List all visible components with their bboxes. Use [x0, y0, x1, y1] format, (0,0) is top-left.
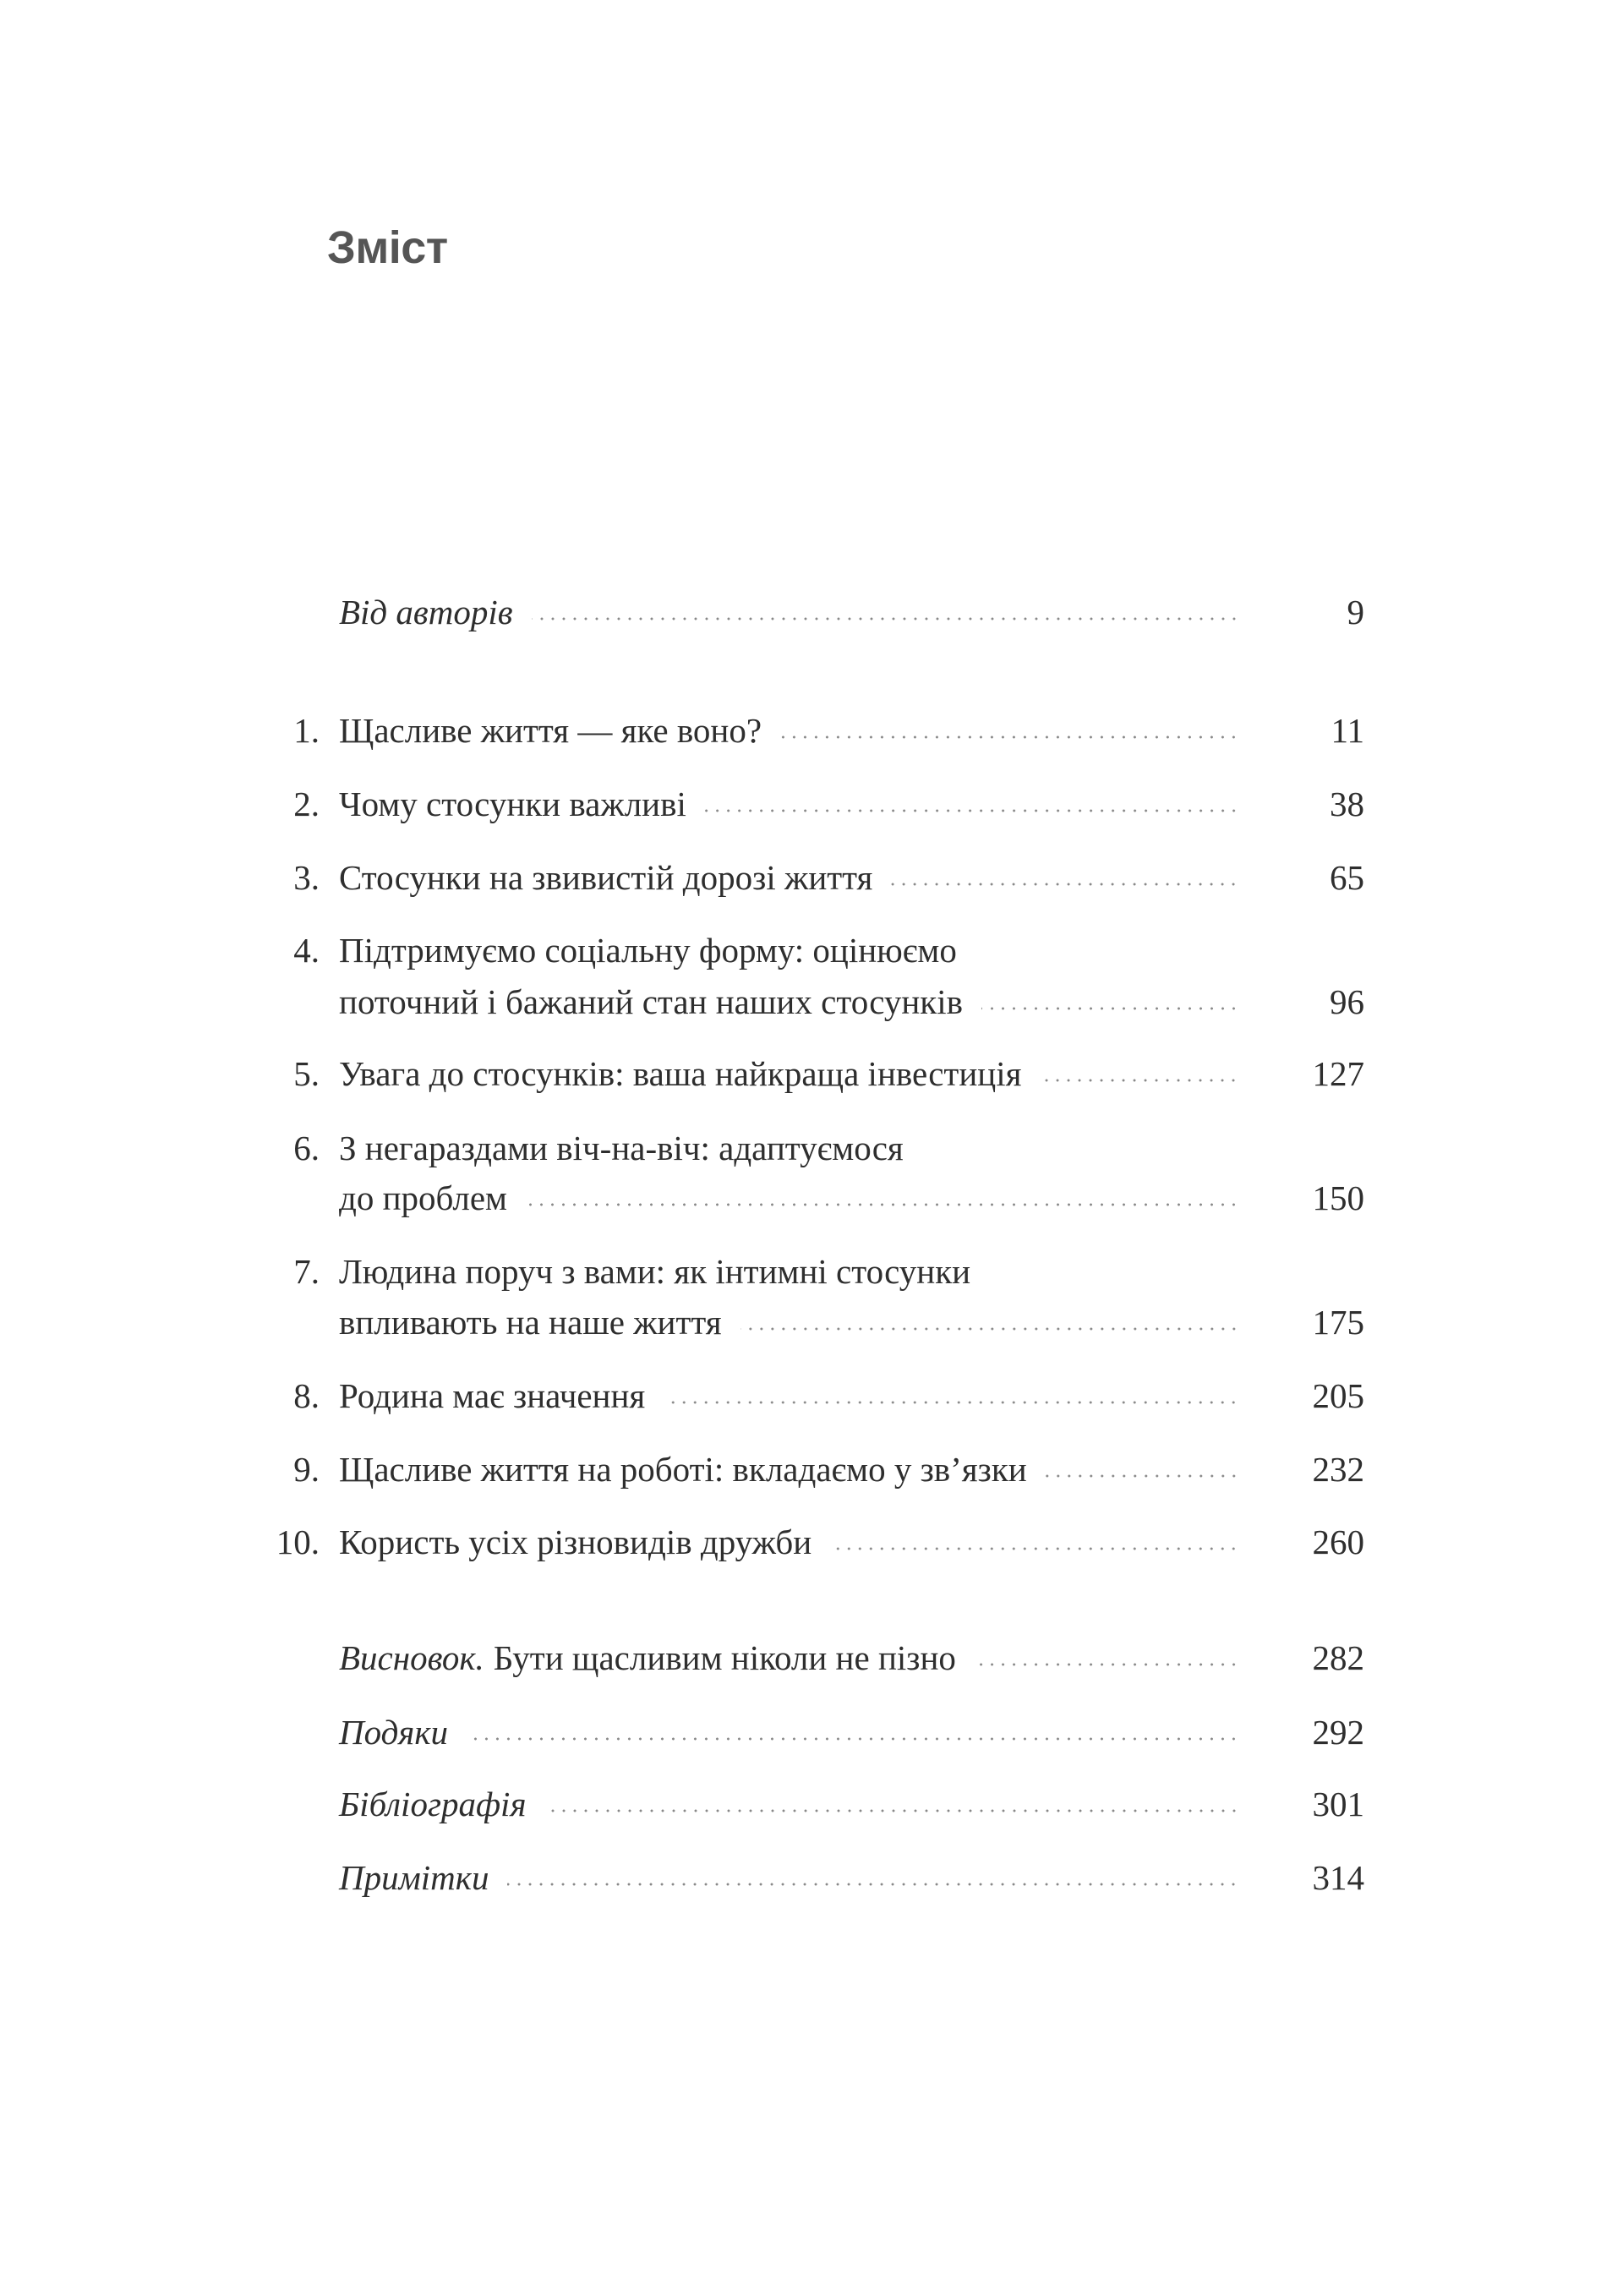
toc-entry-conclusion[interactable]: [0, 1632, 1623, 1683]
toc-entry-authors[interactable]: [0, 587, 1623, 637]
toc-entry-chapter-4-continued[interactable]: [0, 976, 1623, 1027]
chapter-number: 10.: [276, 1522, 320, 1561]
chapter-number: 1.: [293, 711, 320, 750]
dot-leader: [1040, 1048, 1239, 1099]
page-number: 11: [1331, 711, 1364, 750]
dot-leader: [526, 1173, 1239, 1223]
chapter-number: 8.: [293, 1376, 320, 1415]
toc-entry-chapter-8[interactable]: [0, 1370, 1623, 1421]
toc-entry-chapter-5[interactable]: [0, 1048, 1623, 1099]
toc-entry-chapter-7-continued[interactable]: [0, 1297, 1623, 1348]
dot-leader: [545, 1779, 1240, 1829]
page-number: 314: [1312, 1858, 1364, 1897]
dot-leader: [830, 1517, 1239, 1567]
page-number: 96: [1330, 982, 1364, 1021]
dot-leader: [740, 1297, 1239, 1348]
chapter-number: 2.: [293, 784, 320, 823]
entry-title: Користь усіх різновидів дружби: [339, 1522, 812, 1561]
page-number: 301: [1312, 1785, 1364, 1823]
entry-title: Бути щасливим ніколи не пізно: [493, 1638, 956, 1677]
chapter-number: 4.: [293, 931, 320, 970]
toc-entry-chapter-1[interactable]: [0, 705, 1623, 756]
toc-entry-chapter-2[interactable]: [0, 779, 1623, 829]
page-number: 38: [1330, 784, 1364, 823]
dot-leader: [467, 1707, 1239, 1758]
page-number: 232: [1312, 1450, 1364, 1489]
page-number: 205: [1312, 1376, 1364, 1415]
entry-title: Стосунки на звивистій дорозі життя: [339, 858, 873, 897]
chapter-number: 9.: [293, 1450, 320, 1489]
toc-entry-chapter-3[interactable]: [0, 852, 1623, 903]
toc-entry-chapter-6-continued[interactable]: [0, 1173, 1623, 1223]
dot-leader: [1046, 1444, 1239, 1495]
entry-title-line-2: до проблем: [339, 1178, 507, 1217]
toc-entry-bibliography[interactable]: [0, 1779, 1623, 1829]
page-number: 260: [1312, 1522, 1364, 1561]
chapter-number: 7.: [293, 1252, 320, 1291]
chapter-number: 3.: [293, 858, 320, 897]
chapter-number: 5.: [293, 1054, 320, 1093]
toc-entry-chapter-9[interactable]: [0, 1444, 1623, 1495]
dot-leader: [975, 1632, 1239, 1683]
toc-entry-chapter-6[interactable]: [0, 1123, 1623, 1173]
page-title: Зміст: [327, 222, 448, 273]
entry-title-line-2: поточний і бажаний стан наших стосунків: [339, 982, 963, 1021]
entry-title-line-1: З негараздами віч-на-віч: адаптуємося: [339, 1129, 904, 1167]
entry-title: Від авторів: [339, 593, 513, 631]
dot-leader: [705, 779, 1239, 829]
toc-entry-chapter-10[interactable]: [0, 1517, 1623, 1567]
entry-title: Примітки: [339, 1858, 489, 1897]
toc-entry-chapter-7[interactable]: [0, 1246, 1623, 1297]
entry-title: Увага до стосунків: ваша найкраща інвестиція: [339, 1054, 1022, 1093]
page-number: 9: [1347, 593, 1364, 631]
page-number: 150: [1312, 1178, 1364, 1217]
page-number: 175: [1312, 1303, 1364, 1342]
dot-leader: [780, 705, 1239, 756]
entry-title: Подяки: [339, 1713, 449, 1752]
chapter-number: 6.: [293, 1129, 320, 1167]
entry-title-prefix: Висновок.: [339, 1638, 484, 1677]
entry-title-line-2: впливають на наше життя: [339, 1303, 722, 1342]
page-number: 65: [1330, 858, 1364, 897]
page-number: 292: [1312, 1713, 1364, 1752]
entry-title: Щасливе життя — яке воно?: [339, 711, 762, 750]
entry-title: Чому стосунки важливі: [339, 784, 686, 823]
toc-entry-notes[interactable]: [0, 1852, 1623, 1903]
entry-title-line-1: Підтримуємо соціальну форму: оцінюємо: [339, 931, 957, 970]
page-number: 282: [1312, 1638, 1364, 1677]
dot-leader: [891, 852, 1239, 903]
entry-title: Бібліографія: [339, 1785, 527, 1823]
entry-title-line-1: Людина поруч з вами: як інтимні стосунки: [339, 1252, 971, 1291]
toc-entry-chapter-4[interactable]: [0, 925, 1623, 976]
dot-leader: [532, 587, 1239, 637]
dot-leader: [981, 976, 1239, 1027]
page-number: 127: [1312, 1054, 1364, 1093]
entry-title: Щасливе життя на роботі: вкладаємо у зв’язки: [339, 1450, 1027, 1489]
dot-leader: [664, 1370, 1239, 1421]
entry-title: Родина має значення: [339, 1376, 646, 1415]
dot-leader: [507, 1852, 1239, 1903]
toc-entry-thanks[interactable]: [0, 1707, 1623, 1758]
